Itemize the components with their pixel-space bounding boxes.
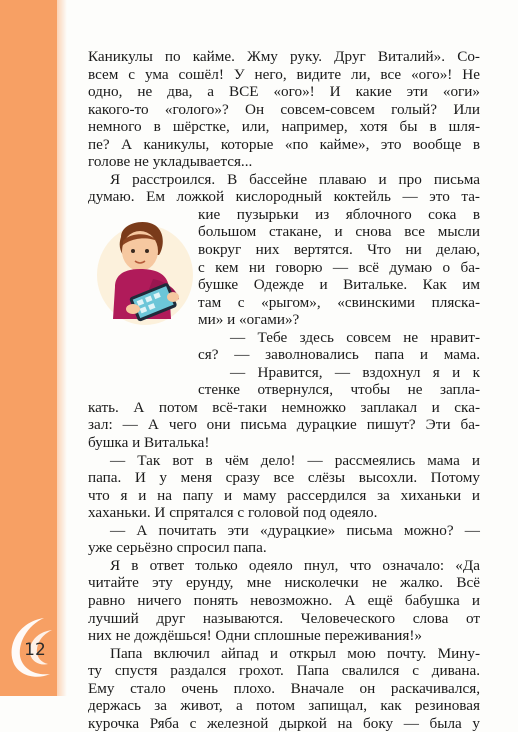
text-line: Я расстроился. В бассейне плаваю и про письма	[110, 170, 480, 188]
story-text	[88, 48, 480, 732]
text-line: Папа включил айпад и открыл мою почту. Мину-	[110, 644, 480, 662]
text-line: Ему стало очень плохо. Вначале он раскачивался,	[88, 679, 480, 697]
text-line: уже серьёзно спросил папа.	[88, 539, 267, 557]
text-line: немного в шёрстке, или, например, хотя бы в шля-	[88, 118, 480, 136]
text-line: бушка и Виталька!	[88, 434, 210, 452]
text-line: что я и на папу и маму рассердился за хиханьки и	[88, 486, 480, 504]
text-line: кие пузырьки из яблочного сока в	[198, 205, 480, 223]
text-line: — Нравится, — вздохнул я и к	[230, 363, 480, 381]
text-line: одно, не два, а ВСЕ «ого»! И какие эти «оги»	[88, 83, 480, 101]
text-line: там с «рыгом», «свинскими пляска-	[198, 293, 480, 311]
text-line: зал: — А чего они письма дурацкие пишут? Эти ба-	[88, 416, 480, 434]
text-line: Я в ответ только одеяло пнул, что означало: «Да	[110, 556, 480, 574]
text-line: пе? А каникулы, которые «по кайме», это вообще в	[88, 135, 480, 153]
text-line: держась за живот, а потом запищал, как резиновая	[88, 697, 480, 715]
text-line: голове не укладывается...	[88, 153, 253, 171]
text-line: какого-то «голого»? Он совсем-совсем голый? Или	[88, 100, 480, 118]
text-line: — Так вот в чём дело! — рассмеялись мама и	[110, 451, 480, 469]
text-line: — Тебе здесь совсем не нравит-	[230, 328, 480, 346]
page-number: 12	[24, 640, 46, 660]
text-line: думаю. Ем ложкой кислородный коктейль — это та-	[88, 188, 480, 206]
text-line: всем с ума сошёл! У него, видите ли, все «ого»! Не	[88, 65, 480, 83]
text-line: равно ничего понять невозможно. А ещё бабушка и	[88, 591, 480, 609]
text-line: Каникулы по кайме. Жму руку. Друг Виталий». Со-	[88, 48, 480, 65]
text-line: большом стакане, и снова все мысли	[198, 223, 480, 241]
text-line: читайте эту ерунду, мне нисколечки не жалко. Всё	[88, 574, 480, 592]
text-line: ту спустя раздался грохот. Папа свалился с дивана.	[88, 662, 480, 680]
text-line: курочка Ряба с железной дыркой на боку — была у	[88, 714, 480, 732]
text-line: ся? — заволновались папа и мама.	[198, 346, 480, 364]
text-line: кать. А потом всё-таки немножко заплакал и ска-	[88, 398, 480, 416]
text-line: хаханьки. И спрятался с головой под одеяло.	[88, 504, 378, 522]
text-line: лучший друг называются. Человеческого слова от	[88, 609, 480, 627]
text-line: них не дождёшься! Одни сплошные переживания!»	[88, 627, 422, 645]
text-line: бушке Одежде и Витальке. Как им	[198, 276, 480, 294]
text-line: вокруг них вертятся. Что ни делаю,	[198, 241, 480, 259]
text-line: папа. И у меня сразу все слёзы высохли. Потому	[88, 469, 480, 487]
text-line: — А почитать эти «дурацкие» письма можно? —	[110, 521, 480, 539]
sidebar-edge	[57, 0, 67, 696]
text-line: ми» и «огами»?	[198, 311, 300, 329]
text-line: с кем ни говорю — всё думаю о ба-	[198, 258, 480, 276]
page-sidebar	[0, 0, 57, 696]
text-line: стенке отвернулся, чтобы не запла-	[198, 381, 480, 399]
